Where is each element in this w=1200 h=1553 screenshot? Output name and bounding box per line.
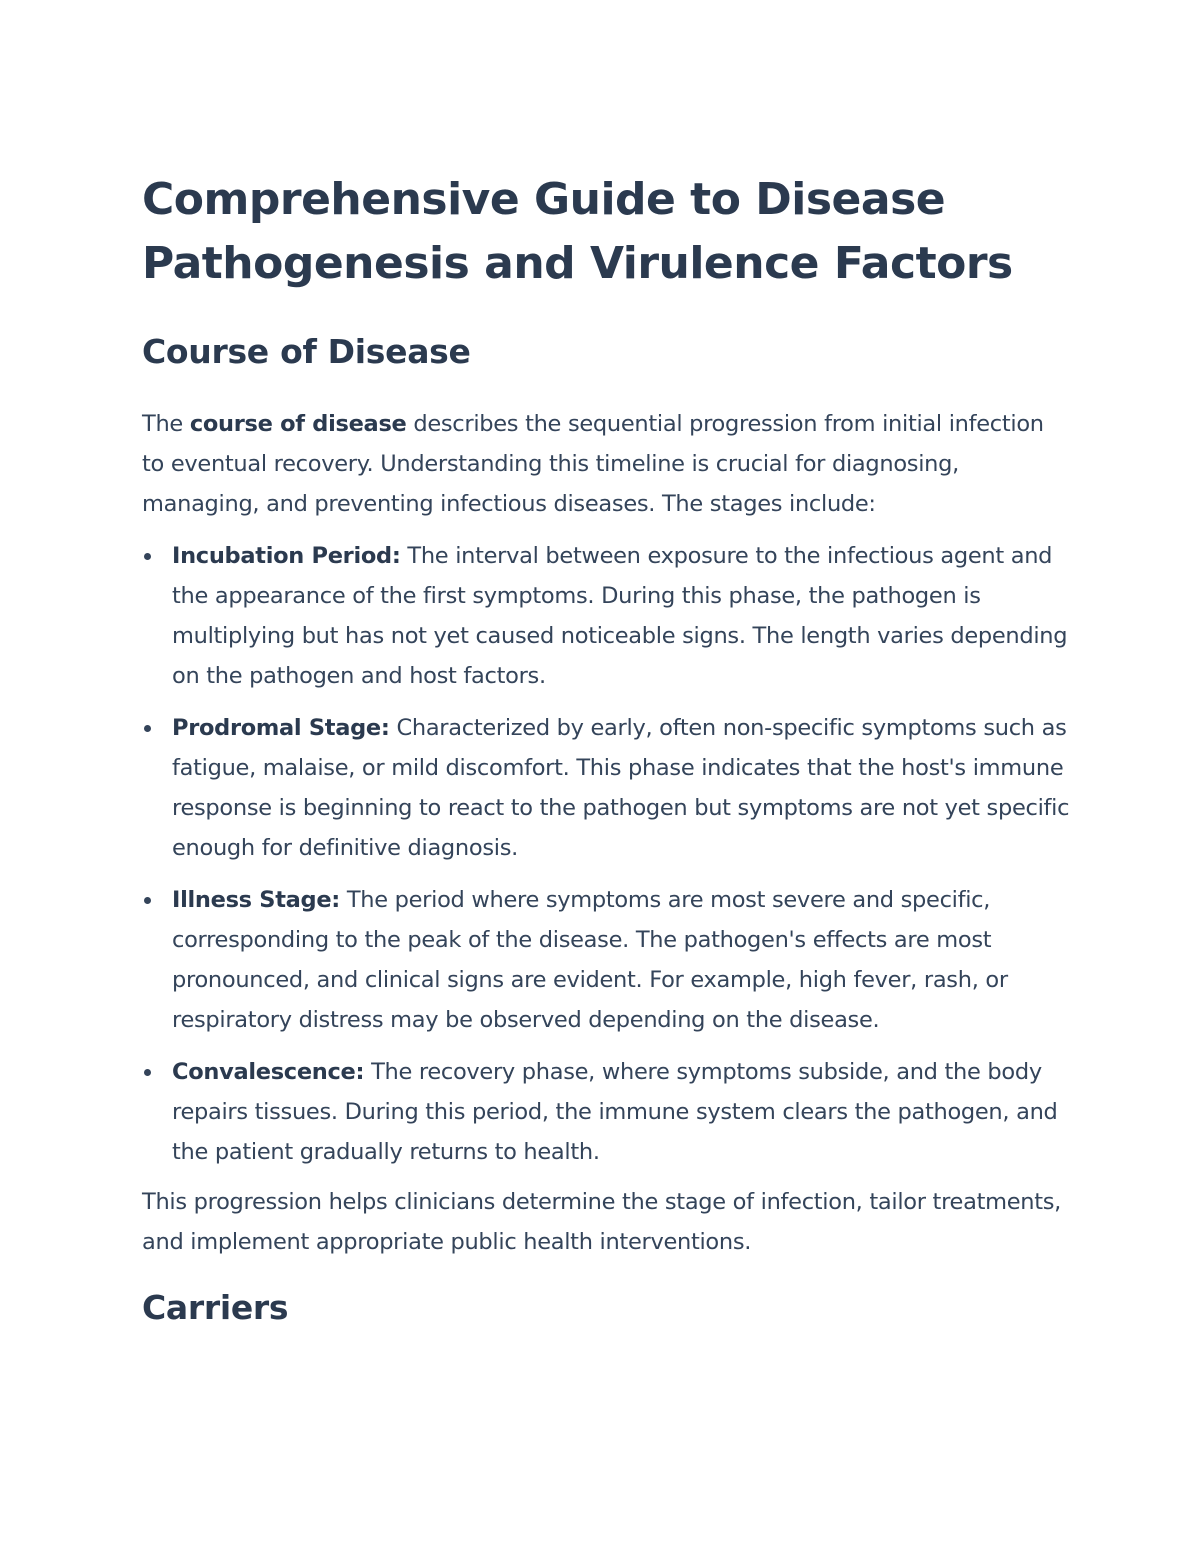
intro-text-end: describes the sequential progression from initial infection to eventual recovery. Understanding this timeline is crucial for diagnosing, managing, and preventing infectious diseases. The stages include: (142, 411, 1044, 517)
list-item-convalescence (142, 1052, 1072, 1172)
stage-description: The period where symptoms are most severe and specific, corresponding to the peak of the disease. The pathogen's effects are most pronounced, and clinical signs are evident. For example, high fever, rash, or respiratory distress may be observed depending on the disease. (172, 887, 1008, 1033)
document-page (142, 168, 1072, 1330)
list-item-incubation-period (142, 536, 1072, 696)
bullet-icon (144, 1069, 151, 1076)
list-item-prodromal-stage (142, 708, 1072, 868)
section-heading-carriers: Carriers (142, 1288, 289, 1327)
stage-term: Incubation Period: (172, 543, 401, 569)
intro-text-start: The (142, 411, 190, 437)
bullet-icon (144, 897, 151, 904)
stage-description: The recovery phase, where symptoms subside, and the body repairs tissues. During this period, the immune system clears the pathogen, and the patient gradually returns to health. (172, 1059, 1058, 1165)
course-of-disease-summary: This progression helps clinicians determine the stage of infection, tailor treatments, and implement appropriate public health interventions. (142, 1189, 1062, 1255)
document-title: Comprehensive Guide to Disease Pathogenesis and Virulence Factors (142, 174, 1013, 289)
intro-bold-term: course of disease (189, 411, 407, 437)
bullet-icon (144, 553, 151, 560)
section-heading-course-of-disease: Course of Disease (142, 332, 471, 371)
stage-description: Characterized by early, often non-specific symptoms such as fatigue, malaise, or mild discomfort. This phase indicates that the host's immune response is beginning to react to the pathogen but symptoms are not yet specific enough for definitive diagnosis. (172, 715, 1070, 861)
stage-term: Prodromal Stage: (172, 715, 390, 741)
course-of-disease-intro (142, 404, 1072, 524)
stages-list (142, 536, 1072, 1172)
stage-term: Convalescence: (172, 1059, 365, 1085)
list-item-illness-stage (142, 880, 1072, 1040)
stage-description: The interval between exposure to the infectious agent and the appearance of the first symptoms. During this phase, the pathogen is multiplying but has not yet caused noticeable signs. The length varies depending on the pathogen and host factors. (172, 543, 1068, 689)
bullet-icon (144, 725, 151, 732)
stage-term: Illness Stage: (172, 887, 340, 913)
